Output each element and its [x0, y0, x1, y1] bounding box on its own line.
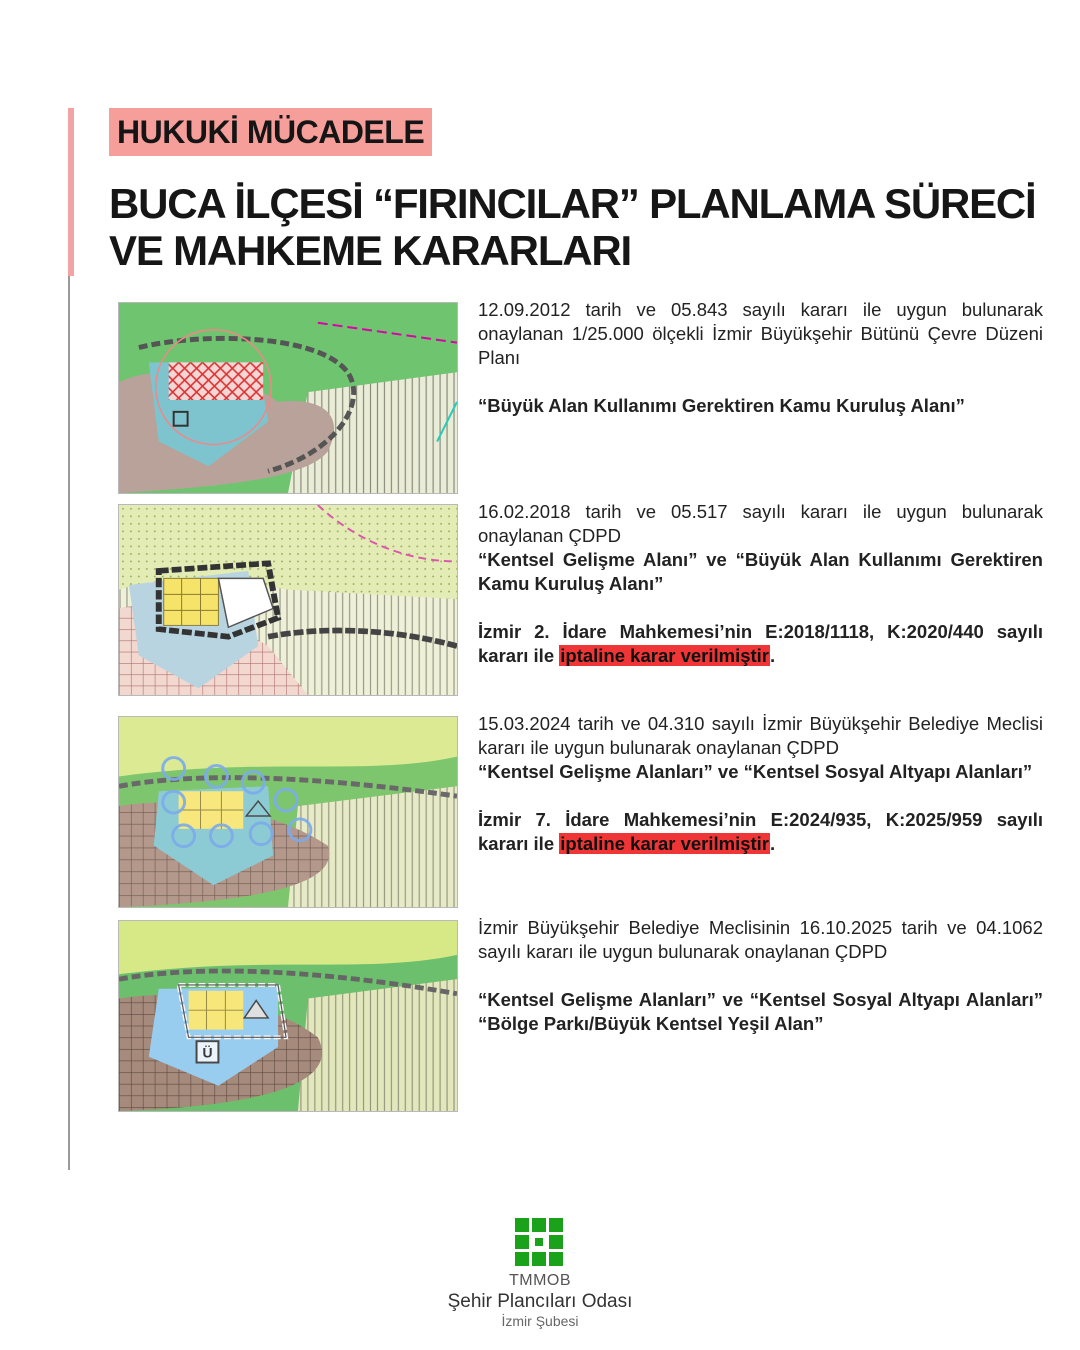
plan-map-2018: [118, 504, 458, 696]
page-title: [109, 180, 1069, 274]
entry-description: 15.03.2024 tarih ve 04.310 sayılı İzmir Büyükşehir Belediye Meclisi kararı ile uygun bulunarak onaylanan ÇDPD: [478, 713, 1043, 758]
left-rule-accent: [68, 108, 74, 276]
plan-map-2025: [118, 920, 458, 1112]
annulment-highlight: iptaline karar verilmiştir: [560, 833, 770, 854]
entry-decision: “Kentsel Gelişme Alanı” ve “Büyük Alan Kullanımı Gerektiren Kamu Kuruluş Alanı”: [478, 549, 1043, 594]
section-tag: HUKUKİ MÜCADELE: [109, 108, 432, 156]
annulment-highlight: iptaline karar verilmiştir: [560, 645, 770, 666]
entry-description: İzmir Büyükşehir Belediye Meclisinin 16.10.2025 tarih ve 04.1062 sayılı kararı ile uygun bulunarak onaylanan ÇDPD: [478, 917, 1043, 962]
court-tail: .: [770, 645, 776, 666]
tmmob-logo-icon: [515, 1218, 563, 1266]
org-line-2: Şehir Plancıları Odası: [447, 1291, 633, 1312]
entry-decision: “Kentsel Gelişme Alanları” ve “Kentsel Sosyal Altyapı Alanları” “Bölge Parkı/Büyük Kentsel Yeşil Alan”: [478, 989, 1043, 1034]
plan-map-2024: [118, 716, 458, 908]
org-line-3: İzmir Şubesi: [501, 1313, 579, 1329]
entry-text: [478, 712, 1043, 856]
court-text: İzmir 7. İdare Mahkemesi’nin E:2024/935, K:2025/959 sayılı kararı ile: [478, 809, 1043, 854]
title-line-1: BUCA İLÇESİ “FIRINCILAR” PLANLAMA SÜRECİ: [109, 180, 1036, 227]
title-line-2: VE MAHKEME KARARLARI: [109, 227, 632, 274]
entry-decision: “Büyük Alan Kullanımı Gerektiren Kamu Kuruluş Alanı”: [478, 395, 965, 416]
entry-description: 12.09.2012 tarih ve 05.843 sayılı kararı ile uygun bulunarak onaylanan 1/25.000 ölçekli İzmir Büyükşehir Bütünü Çevre Düzeni Planı: [478, 299, 1043, 368]
court-decision: [478, 808, 1043, 856]
entry-description: 16.02.2018 tarih ve 05.517 sayılı kararı ile uygun bulunarak onaylanan ÇDPD: [478, 501, 1043, 546]
entry-text: [478, 916, 1043, 1036]
entry-text: [478, 500, 1043, 668]
entry-decision: “Kentsel Gelişme Alanları” ve “Kentsel Sosyal Altyapı Alanları”: [478, 761, 1033, 782]
court-text: İzmir 2. İdare Mahkemesi’nin E:2018/1118, K:2020/440 sayılı kararı ile: [478, 621, 1043, 666]
plan-map-2012: [118, 302, 458, 494]
entry-text: [478, 298, 1043, 418]
org-line-1: TMMOB: [508, 1272, 572, 1289]
map-marker-label: Ü: [202, 1045, 213, 1061]
court-tail: .: [770, 833, 776, 854]
court-decision: [478, 620, 1043, 668]
